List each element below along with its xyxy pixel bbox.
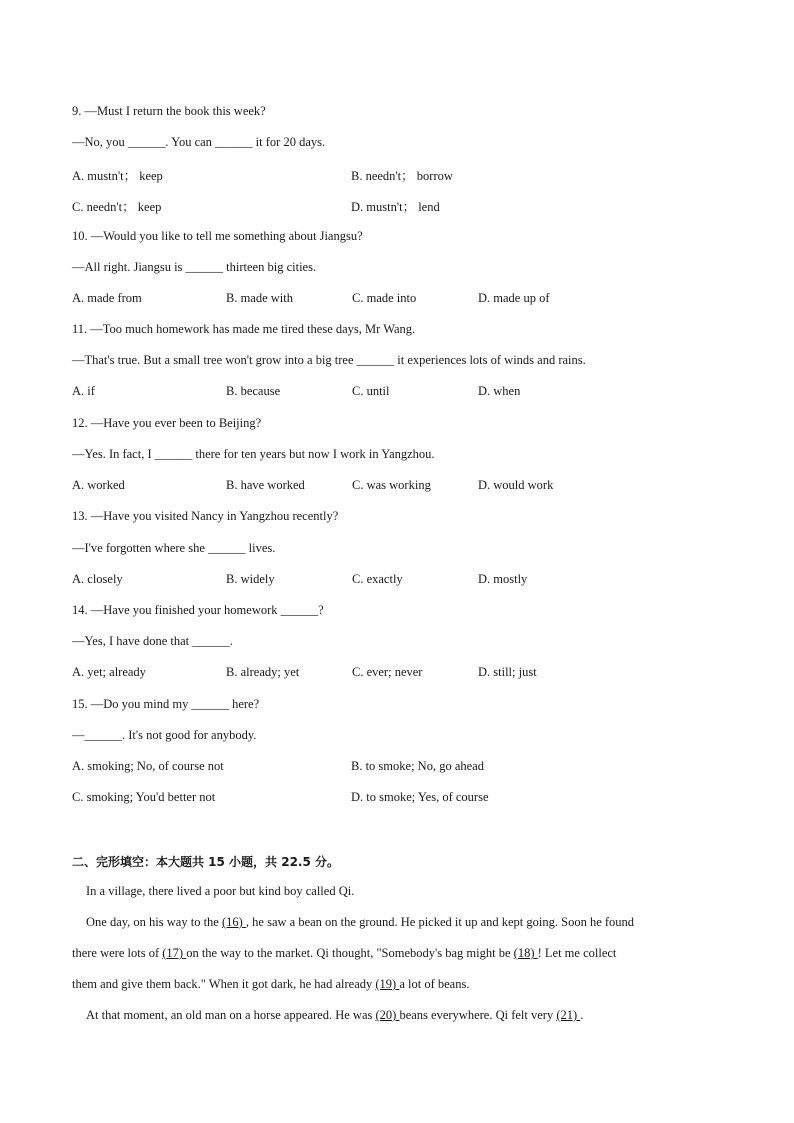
- question-13-dialogue: —I've forgotten where she ______ lives.: [72, 541, 276, 555]
- blank-21[interactable]: (21): [556, 1008, 581, 1022]
- question-11-dialogue: —That's true. But a small tree won't grow into a big tree ______ it experiences lots of winds and rains.: [72, 353, 586, 367]
- passage-line-1: [86, 915, 634, 930]
- passage-text: there were lots of: [72, 946, 163, 960]
- question-11: 11. —Too much homework has made me tired these days, Mr Wang.: [72, 322, 416, 336]
- blank-17[interactable]: (17): [162, 946, 187, 960]
- q14-option-c[interactable]: C. ever; never: [352, 665, 423, 679]
- question-14: 14. —Have you finished your homework ______?: [72, 603, 324, 617]
- blank-20[interactable]: (20): [375, 1008, 400, 1022]
- q10-option-b[interactable]: B. made with: [226, 291, 294, 305]
- q11-option-c[interactable]: C. until: [352, 384, 390, 398]
- passage-text: , he saw a bean on the ground. He picked it up and kept going. Soon he found: [245, 915, 635, 929]
- question-12: 12. —Have you ever been to Beijing?: [72, 416, 262, 430]
- q14-option-b[interactable]: B. already; yet: [226, 665, 300, 679]
- passage-text: a lot of beans.: [399, 977, 470, 991]
- passage-text: One day, on his way to the: [86, 915, 222, 929]
- question-15: 15. —Do you mind my ______ here?: [72, 697, 260, 711]
- q9-option-a[interactable]: A. mustn't； keep: [72, 169, 163, 183]
- question-9: 9. —Must I return the book this week?: [72, 104, 266, 118]
- blank-19[interactable]: (19): [375, 977, 400, 991]
- blank-18[interactable]: (18): [513, 946, 538, 960]
- q13-option-c[interactable]: C. exactly: [352, 572, 403, 586]
- question-9-dialogue: —No, you ______. You can ______ it for 20 days.: [72, 135, 326, 149]
- q14-option-d[interactable]: D. still; just: [478, 665, 537, 679]
- passage-text: them and give them back." When it got dark, he had already: [72, 977, 376, 991]
- question-15-dialogue: —______. It's not good for anybody.: [72, 728, 257, 742]
- q10-option-c[interactable]: C. made into: [352, 291, 417, 305]
- passage-line-4: [86, 1008, 583, 1023]
- q15-option-a[interactable]: A. smoking; No, of course not: [72, 759, 224, 773]
- passage-text: beans everywhere. Qi felt very: [399, 1008, 557, 1022]
- q14-option-a[interactable]: A. yet; already: [72, 665, 146, 679]
- q10-option-d[interactable]: D. made up of: [478, 291, 550, 305]
- question-13: 13. —Have you visited Nancy in Yangzhou recently?: [72, 509, 339, 523]
- passage-line-2: [72, 946, 616, 961]
- q12-option-a[interactable]: A. worked: [72, 478, 125, 492]
- passage-text: on the way to the market. Qi thought, "Somebody's bag might be: [186, 946, 514, 960]
- passage-text: At that moment, an old man on a horse appeared. He was: [86, 1008, 376, 1022]
- q15-option-d[interactable]: D. to smoke; Yes, of course: [351, 790, 489, 804]
- q9-option-c[interactable]: C. needn't； keep: [72, 200, 162, 214]
- question-12-dialogue: —Yes. In fact, I ______ there for ten years but now I work in Yangzhou.: [72, 447, 435, 461]
- q15-option-b[interactable]: B. to smoke; No, go ahead: [351, 759, 484, 773]
- q12-option-d[interactable]: D. would work: [478, 478, 554, 492]
- q9-option-b[interactable]: B. needn't； borrow: [351, 169, 453, 183]
- q9-option-d[interactable]: D. mustn't； lend: [351, 200, 440, 214]
- passage-text: .: [580, 1008, 584, 1022]
- q11-option-d[interactable]: D. when: [478, 384, 521, 398]
- q13-option-b[interactable]: B. widely: [226, 572, 275, 586]
- q11-option-b[interactable]: B. because: [226, 384, 281, 398]
- q13-option-d[interactable]: D. mostly: [478, 572, 528, 586]
- blank-16[interactable]: (16): [221, 915, 246, 929]
- q15-option-c[interactable]: C. smoking; You'd better not: [72, 790, 216, 804]
- passage-line-3: [72, 977, 469, 992]
- question-10: 10. —Would you like to tell me something about Jiangsu?: [72, 229, 363, 243]
- q11-option-a[interactable]: A. if: [72, 384, 95, 398]
- question-10-dialogue: —All right. Jiangsu is ______ thirteen big cities.: [72, 260, 317, 274]
- passage-text: ! Let me collect: [537, 946, 617, 960]
- passage-paragraph-1: In a village, there lived a poor but kind boy called Qi.: [86, 884, 355, 898]
- question-14-dialogue: —Yes, I have done that ______.: [72, 634, 233, 648]
- q12-option-b[interactable]: B. have worked: [226, 478, 305, 492]
- q12-option-c[interactable]: C. was working: [352, 478, 431, 492]
- q10-option-a[interactable]: A. made from: [72, 291, 142, 305]
- q13-option-a[interactable]: A. closely: [72, 572, 123, 586]
- section-2-title: 二、完形填空：本大题共 15 小题，共 22.5 分。: [72, 855, 340, 869]
